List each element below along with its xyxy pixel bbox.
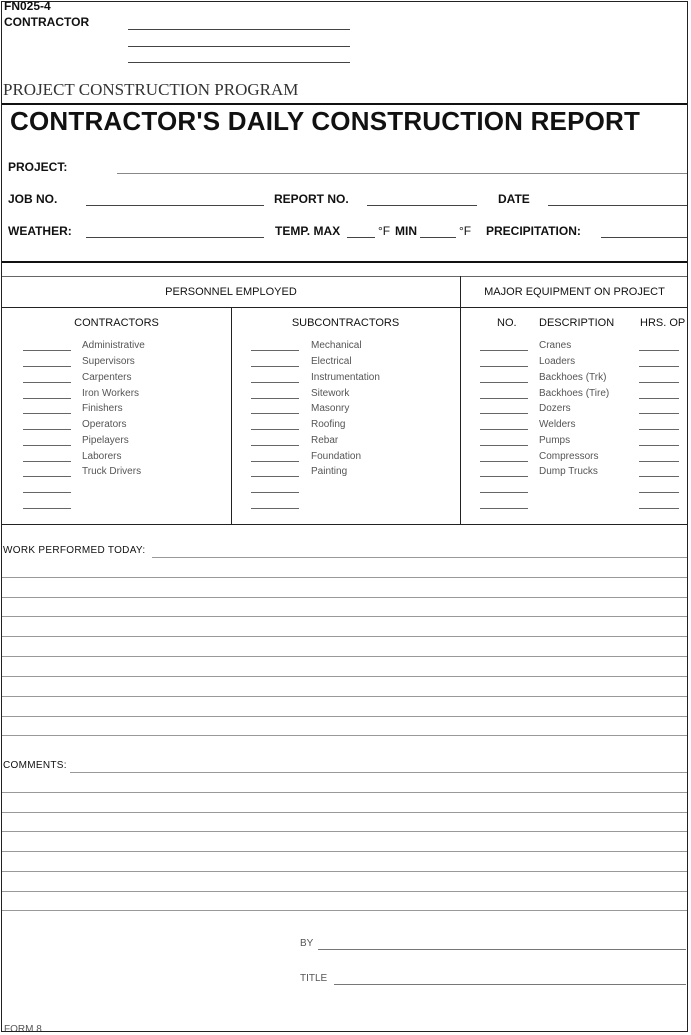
comments-line[interactable] (2, 910, 688, 911)
comments-line[interactable] (2, 891, 688, 892)
contractor-count-field[interactable] (23, 508, 71, 509)
subcontractor-item: Foundation (311, 451, 362, 462)
contractor-item: Finishers (82, 403, 123, 414)
contractor-count-field[interactable] (23, 445, 71, 446)
subcontractor-count-field[interactable] (251, 382, 299, 383)
contractor-item: Operators (82, 419, 127, 430)
contractor-count-field[interactable] (23, 461, 71, 462)
contractor-item: Truck Drivers (82, 466, 142, 477)
subcontractor-item: Masonry (311, 403, 350, 414)
subcontractor-item: Painting (311, 466, 348, 477)
subcontractor-item: Mechanical (311, 340, 362, 351)
report-form (1, 1, 688, 1032)
date-label: DATE (498, 192, 530, 206)
work-performed-field[interactable] (152, 557, 688, 558)
contractor-item: Iron Workers (82, 388, 140, 399)
contractor-label: CONTRACTOR (4, 15, 90, 29)
equipment-hours-heading: HRS. OP (640, 317, 686, 329)
report-no-field[interactable] (367, 205, 477, 206)
temp-max-field[interactable] (347, 237, 375, 238)
subcontractor-count-field[interactable] (251, 350, 299, 351)
equipment-hours-field[interactable] (639, 476, 679, 477)
contractor-line-2[interactable] (128, 46, 350, 47)
equipment-no-heading: NO. (497, 317, 517, 329)
project-field[interactable] (117, 173, 688, 174)
temp-min-field[interactable] (420, 237, 456, 238)
equipment-item: Loaders (539, 356, 576, 367)
equipment-no-field[interactable] (480, 350, 528, 351)
precipitation-label: PRECIPITATION: (486, 224, 581, 238)
equipment-item: Backhoes (Tire) (539, 388, 610, 399)
work-performed-line[interactable] (2, 636, 688, 637)
subcontractor-item: Rebar (311, 435, 339, 446)
comments-label: COMMENTS: (3, 760, 67, 771)
equipment-hours-field[interactable] (639, 461, 679, 462)
contractor-count-field[interactable] (23, 398, 71, 399)
equipment-no-field[interactable] (480, 445, 528, 446)
equipment-hours-field[interactable] (639, 508, 679, 509)
table-divider (460, 276, 461, 525)
weather-field[interactable] (86, 237, 264, 238)
contractor-line-3[interactable] (128, 62, 350, 63)
comments-line[interactable] (2, 871, 688, 872)
personnel-heading: PERSONNEL EMPLOYED (165, 286, 297, 298)
equipment-description-heading: DESCRIPTION (539, 317, 615, 329)
work-performed-line[interactable] (2, 656, 688, 657)
equipment-no-field[interactable] (480, 366, 528, 367)
comments-line[interactable] (2, 812, 688, 813)
work-performed-line[interactable] (2, 616, 688, 617)
subcontractor-count-field[interactable] (251, 398, 299, 399)
equipment-item: Compressors (539, 451, 599, 462)
project-label: PROJECT: (8, 160, 68, 174)
equipment-hours-field[interactable] (639, 413, 679, 414)
footer-form-number: FORM 8 (4, 1024, 42, 1032)
divider (2, 276, 688, 277)
divider (2, 524, 688, 525)
contractor-count-field[interactable] (23, 350, 71, 351)
weather-label: WEATHER: (8, 224, 72, 238)
equipment-no-field[interactable] (480, 413, 528, 414)
temp-max-label: TEMP. MAX (275, 224, 341, 238)
equipment-hours-field[interactable] (639, 398, 679, 399)
equipment-hours-field[interactable] (639, 382, 679, 383)
page-title: CONTRACTOR'S DAILY CONSTRUCTION REPORT (10, 106, 641, 136)
subcontractor-count-field[interactable] (251, 461, 299, 462)
contractor-count-field[interactable] (23, 382, 71, 383)
contractor-count-field[interactable] (23, 429, 71, 430)
program-title: PROJECT CONSTRUCTION PROGRAM (3, 80, 299, 99)
divider (2, 261, 688, 263)
divider (2, 307, 688, 308)
by-field[interactable] (318, 949, 686, 950)
title-label: TITLE (300, 973, 328, 984)
equipment-item: Cranes (539, 340, 572, 351)
contractor-count-field[interactable] (23, 366, 71, 367)
contractors-heading: CONTRACTORS (74, 317, 159, 329)
title-field[interactable] (334, 984, 686, 985)
subcontractor-count-field[interactable] (251, 413, 299, 414)
subcontractor-count-field[interactable] (251, 429, 299, 430)
contractor-item: Supervisors (82, 356, 135, 367)
equipment-hours-field[interactable] (639, 350, 679, 351)
subcontractor-count-field[interactable] (251, 508, 299, 509)
equipment-no-field[interactable] (480, 429, 528, 430)
equipment-hours-field[interactable] (639, 429, 679, 430)
comments-field[interactable] (70, 772, 688, 773)
by-label: BY (300, 938, 314, 949)
form-code: FN025-4 (4, 1, 51, 13)
divider (2, 103, 688, 105)
date-field[interactable] (548, 205, 688, 206)
contractor-item: Administrative (82, 340, 145, 351)
work-performed-line[interactable] (2, 577, 688, 578)
work-performed-line[interactable] (2, 597, 688, 598)
temp-min-label: MIN (395, 224, 417, 238)
contractor-count-field[interactable] (23, 413, 71, 414)
subcontractor-item: Instrumentation (311, 372, 380, 383)
work-performed-line[interactable] (2, 676, 688, 677)
work-performed-line[interactable] (2, 735, 688, 736)
contractor-item: Pipelayers (82, 435, 129, 446)
equipment-item: Backhoes (Trk) (539, 372, 607, 383)
equipment-hours-field[interactable] (639, 445, 679, 446)
deg-f-label-2: °F (459, 224, 472, 238)
comments-line[interactable] (2, 851, 688, 852)
equipment-no-field[interactable] (480, 382, 528, 383)
contractor-count-field[interactable] (23, 492, 71, 493)
equipment-item: Dump Trucks (539, 466, 598, 477)
equipment-heading: MAJOR EQUIPMENT ON PROJECT (484, 286, 665, 298)
contractor-item: Laborers (82, 451, 122, 462)
equipment-hours-field[interactable] (639, 366, 679, 367)
subcontractors-heading: SUBCONTRACTORS (291, 317, 400, 329)
work-performed-line[interactable] (2, 696, 688, 697)
subcontractor-count-field[interactable] (251, 492, 299, 493)
equipment-item: Welders (539, 419, 576, 430)
subcontractor-item: Sitework (311, 388, 350, 399)
work-performed-line[interactable] (2, 716, 688, 717)
equipment-no-field[interactable] (480, 476, 528, 477)
subcontractor-item: Electrical (311, 356, 352, 367)
comments-line[interactable] (2, 792, 688, 793)
job-no-label: JOB NO. (8, 192, 58, 206)
contractor-item: Carpenters (82, 372, 132, 383)
contractor-line-1[interactable] (128, 29, 350, 30)
precipitation-field[interactable] (601, 237, 688, 238)
subcontractor-count-field[interactable] (251, 445, 299, 446)
subcontractor-count-field[interactable] (251, 476, 299, 477)
equipment-no-field[interactable] (480, 508, 528, 509)
table-divider (231, 307, 232, 525)
equipment-no-field[interactable] (480, 461, 528, 462)
subcontractor-count-field[interactable] (251, 366, 299, 367)
equipment-no-field[interactable] (480, 398, 528, 399)
comments-line[interactable] (2, 831, 688, 832)
subcontractor-item: Roofing (311, 419, 346, 430)
equipment-item: Dozers (539, 403, 571, 414)
report-no-label: REPORT NO. (274, 192, 349, 206)
equipment-no-field[interactable] (480, 492, 528, 493)
job-no-field[interactable] (86, 205, 264, 206)
work-performed-label: WORK PERFORMED TODAY: (3, 545, 146, 556)
deg-f-label-1: °F (378, 224, 391, 238)
equipment-hours-field[interactable] (639, 492, 679, 493)
contractor-count-field[interactable] (23, 476, 71, 477)
equipment-item: Pumps (539, 435, 571, 446)
